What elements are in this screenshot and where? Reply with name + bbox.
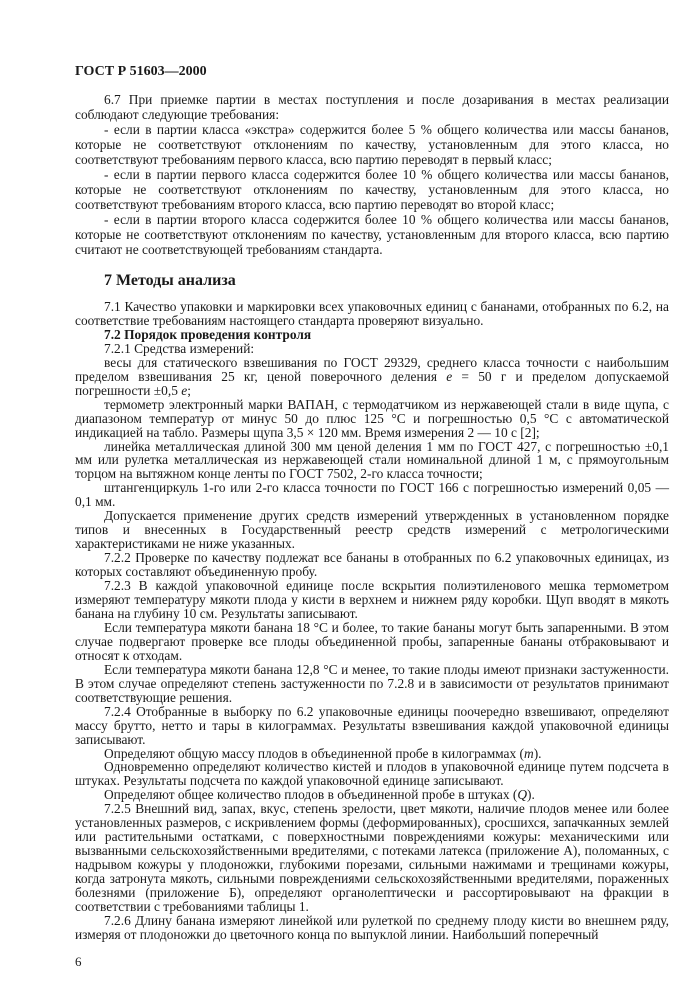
variable-symbol: e (181, 382, 188, 398)
text-run: штангенциркуль 1-го или 2-го класса точности по ГОСТ 166 с погрешностью измерений 0,05 —0,1 мм. (75, 480, 669, 510)
text-run: Определяют общее количество плодов в объединенной пробе в штуках ( (104, 787, 518, 803)
section-6-body (75, 92, 669, 257)
text-run: Одновременно определяют количество кистей и плодов в упаковочной единице путем подсчета в штуках. Результаты подсчета по каждой упаковочной единице записывают. (75, 759, 669, 789)
paragraph (75, 342, 669, 356)
paragraph (75, 300, 669, 328)
paragraph (75, 914, 669, 942)
section-7-heading: 7 Методы анализа (104, 272, 236, 289)
text-run: термометр электронный марки ВАПАН, с термодатчиком из нержавеющей стали в виде щупа, с диапазоном температур от минус 50 до плюс 125 °С и погрешностью 0,5 °С с автоматической индикацией на табло. Размеры щупа 3,5 × 120 мм. Время измерения 2 — 10 с [2]; (75, 396, 669, 440)
paragraph (75, 167, 669, 212)
paragraph (75, 663, 669, 705)
paragraph (75, 122, 669, 167)
text-run: Если температура мякоти банана 12,8 °С и менее, то такие плоды имеют признаки застуженности. В этом случае определяют степень застуженности по 7.2.8 и в зависимости от результатов принимают соответствующие решения. (75, 661, 669, 705)
page-number: 6 (75, 953, 82, 969)
subsection-heading (75, 328, 669, 342)
paragraph (75, 760, 669, 788)
text-run: 7.2.5 Внешний вид, запах, вкус, степень зрелости, цвет мякоти, наличие плодов менее или более установленных размеров, с искривлением формы (деформированных), сросшихся, запачканных землей или растительными остатками, с поверхностными повреждениями кожуры: механическими или вызванными сельскохозяйственными вредителями, с потеками латекса (приложение А), поломанных, с надрывом кожуры у плодоножки, глубокими порезами, сильными нажимами и трещинами кожуры, когда затронута мякоть, сильными повреждениями сельскохозяйственными вредителями, пораженных болезнями (приложение Б), определяют органолептически и рассортировывают на фракции в соответствии с требованиями таблицы 1. (75, 801, 669, 914)
text-run: Если температура мякоти банана 18 °С и более, то такие бананы могут быть запаренными. В этом случае подвергают проверке все плоды объединенной пробы, запаренные бананы отбраковывают и относят к отходам. (75, 619, 669, 663)
text-run: линейка металлическая длиной 300 мм ценой деления 1 мм по ГОСТ 427, с погрешностью ±0,1 мм или рулетка металлическая из нержавеющей стали номинальной длиной 1 м, с прямоугольным торцом на вытяжном конце ленты по ГОСТ 7502, 2-го класса точности; (75, 438, 669, 482)
text-run: Допускается применение других средств измерений утвержденных в установленном порядке типов и внесенных в Государственный реестр средств измерений с метрологическими характеристиками не ниже указанных. (75, 508, 669, 552)
text-run: ). (527, 787, 535, 803)
paragraph (75, 788, 669, 802)
paragraph (75, 551, 669, 579)
paragraph (75, 356, 669, 398)
paragraph (75, 398, 669, 440)
paragraph (75, 212, 669, 257)
text-run: весы для статического взвешивания по ГОСТ 29329, среднего класса точности с наибольшим пределом взвешивания 25 кг, ценой поверочного деления (75, 354, 669, 384)
paragraph (75, 481, 669, 509)
text-run: = 50 г и пределом допускаемой погрешности ±0,5 (75, 368, 669, 398)
text-run: - если в партии класса «экстра» содержится более 5 % общего количества или массы бананов, которые не соответствуют отклонениям по качеству, установленным для этого класса, но соответствуют требованиям первого класса, всю партию переводят в первый класс; (75, 122, 669, 167)
paragraph (75, 747, 669, 761)
text-run: 7.2.3 В каждой упаковочной единице после вскрытия полиэтиленового мешка термометром измеряют температуру мякоти плода у кисти в верхнем и нижнем ряду коробки. Щуп вводят в мякоть банана на глубину 10 см. Результаты записывают. (75, 578, 669, 621)
section-7-body (75, 300, 669, 942)
text-run: 7.2.6 Длину банана измеряют линейкой или рулеткой по среднему плоду кисти во внешнем ряду, измеряя от плодоножки до цветочного конца по выпуклой линии. Наибольший поперечный (75, 912, 669, 942)
document-page (75, 0, 669, 990)
text-run: 7.1 Качество упаковки и маркировки всех упаковочных единиц с бананами, отобранных по 6.2, на соответствие требованиям настоящего стандарта проверяют визуально. (75, 299, 669, 328)
paragraph (75, 621, 669, 663)
variable-symbol: Q (517, 787, 528, 803)
variable-symbol: e (446, 368, 453, 384)
text-run: 7.2 Порядок проведения контроля (104, 326, 312, 342)
paragraph (75, 92, 669, 122)
paragraph (75, 440, 669, 482)
paragraph (75, 509, 669, 551)
text-run: ). (533, 745, 542, 761)
variable-symbol: m (524, 745, 534, 761)
running-header: ГОСТ Р 51603—2000 (75, 64, 207, 79)
paragraph (75, 802, 669, 914)
text-run: 6.7 При приемке партии в местах поступления и после дозаривания в местах реализации соблюдают следующие требования: (75, 92, 669, 122)
text-run: ; (187, 382, 191, 398)
paragraph (75, 579, 669, 621)
paragraph (75, 705, 669, 747)
text-run: - если в партии первого класса содержится более 10 % общего количества или массы бананов, которые не соответствуют отклонениям по качеству, установленным для этого класса, но соответствуют требованиям второго класса, всю партию переводят во второй класс; (75, 167, 669, 212)
text-run: 7.2.4 Отобранные в выборку по 6.2 упаковочные единицы поочередно взвешивают, определяют массу брутто, нетто и тары в килограммах. Результаты взвешивания каждой упаковочной единицы записывают. (75, 703, 669, 747)
text-run: Определяют общую массу плодов в объединенной пробе в килограммах ( (104, 745, 525, 761)
text-run: 7.2.2 Проверке по качеству подлежат все бананы в отобранных по 6.2 упаковочных единицах, из которых составляют объединенную пробу. (75, 550, 669, 580)
text-run: - если в партии второго класса содержится более 10 % общего количества или массы бананов, которые не соответствуют отклонениям по качеству, установленным для второго класса, всю партию считают не соответствующей требованиям стандарта. (75, 212, 669, 257)
text-run: 7.2.1 Средства измерений: (104, 340, 255, 356)
